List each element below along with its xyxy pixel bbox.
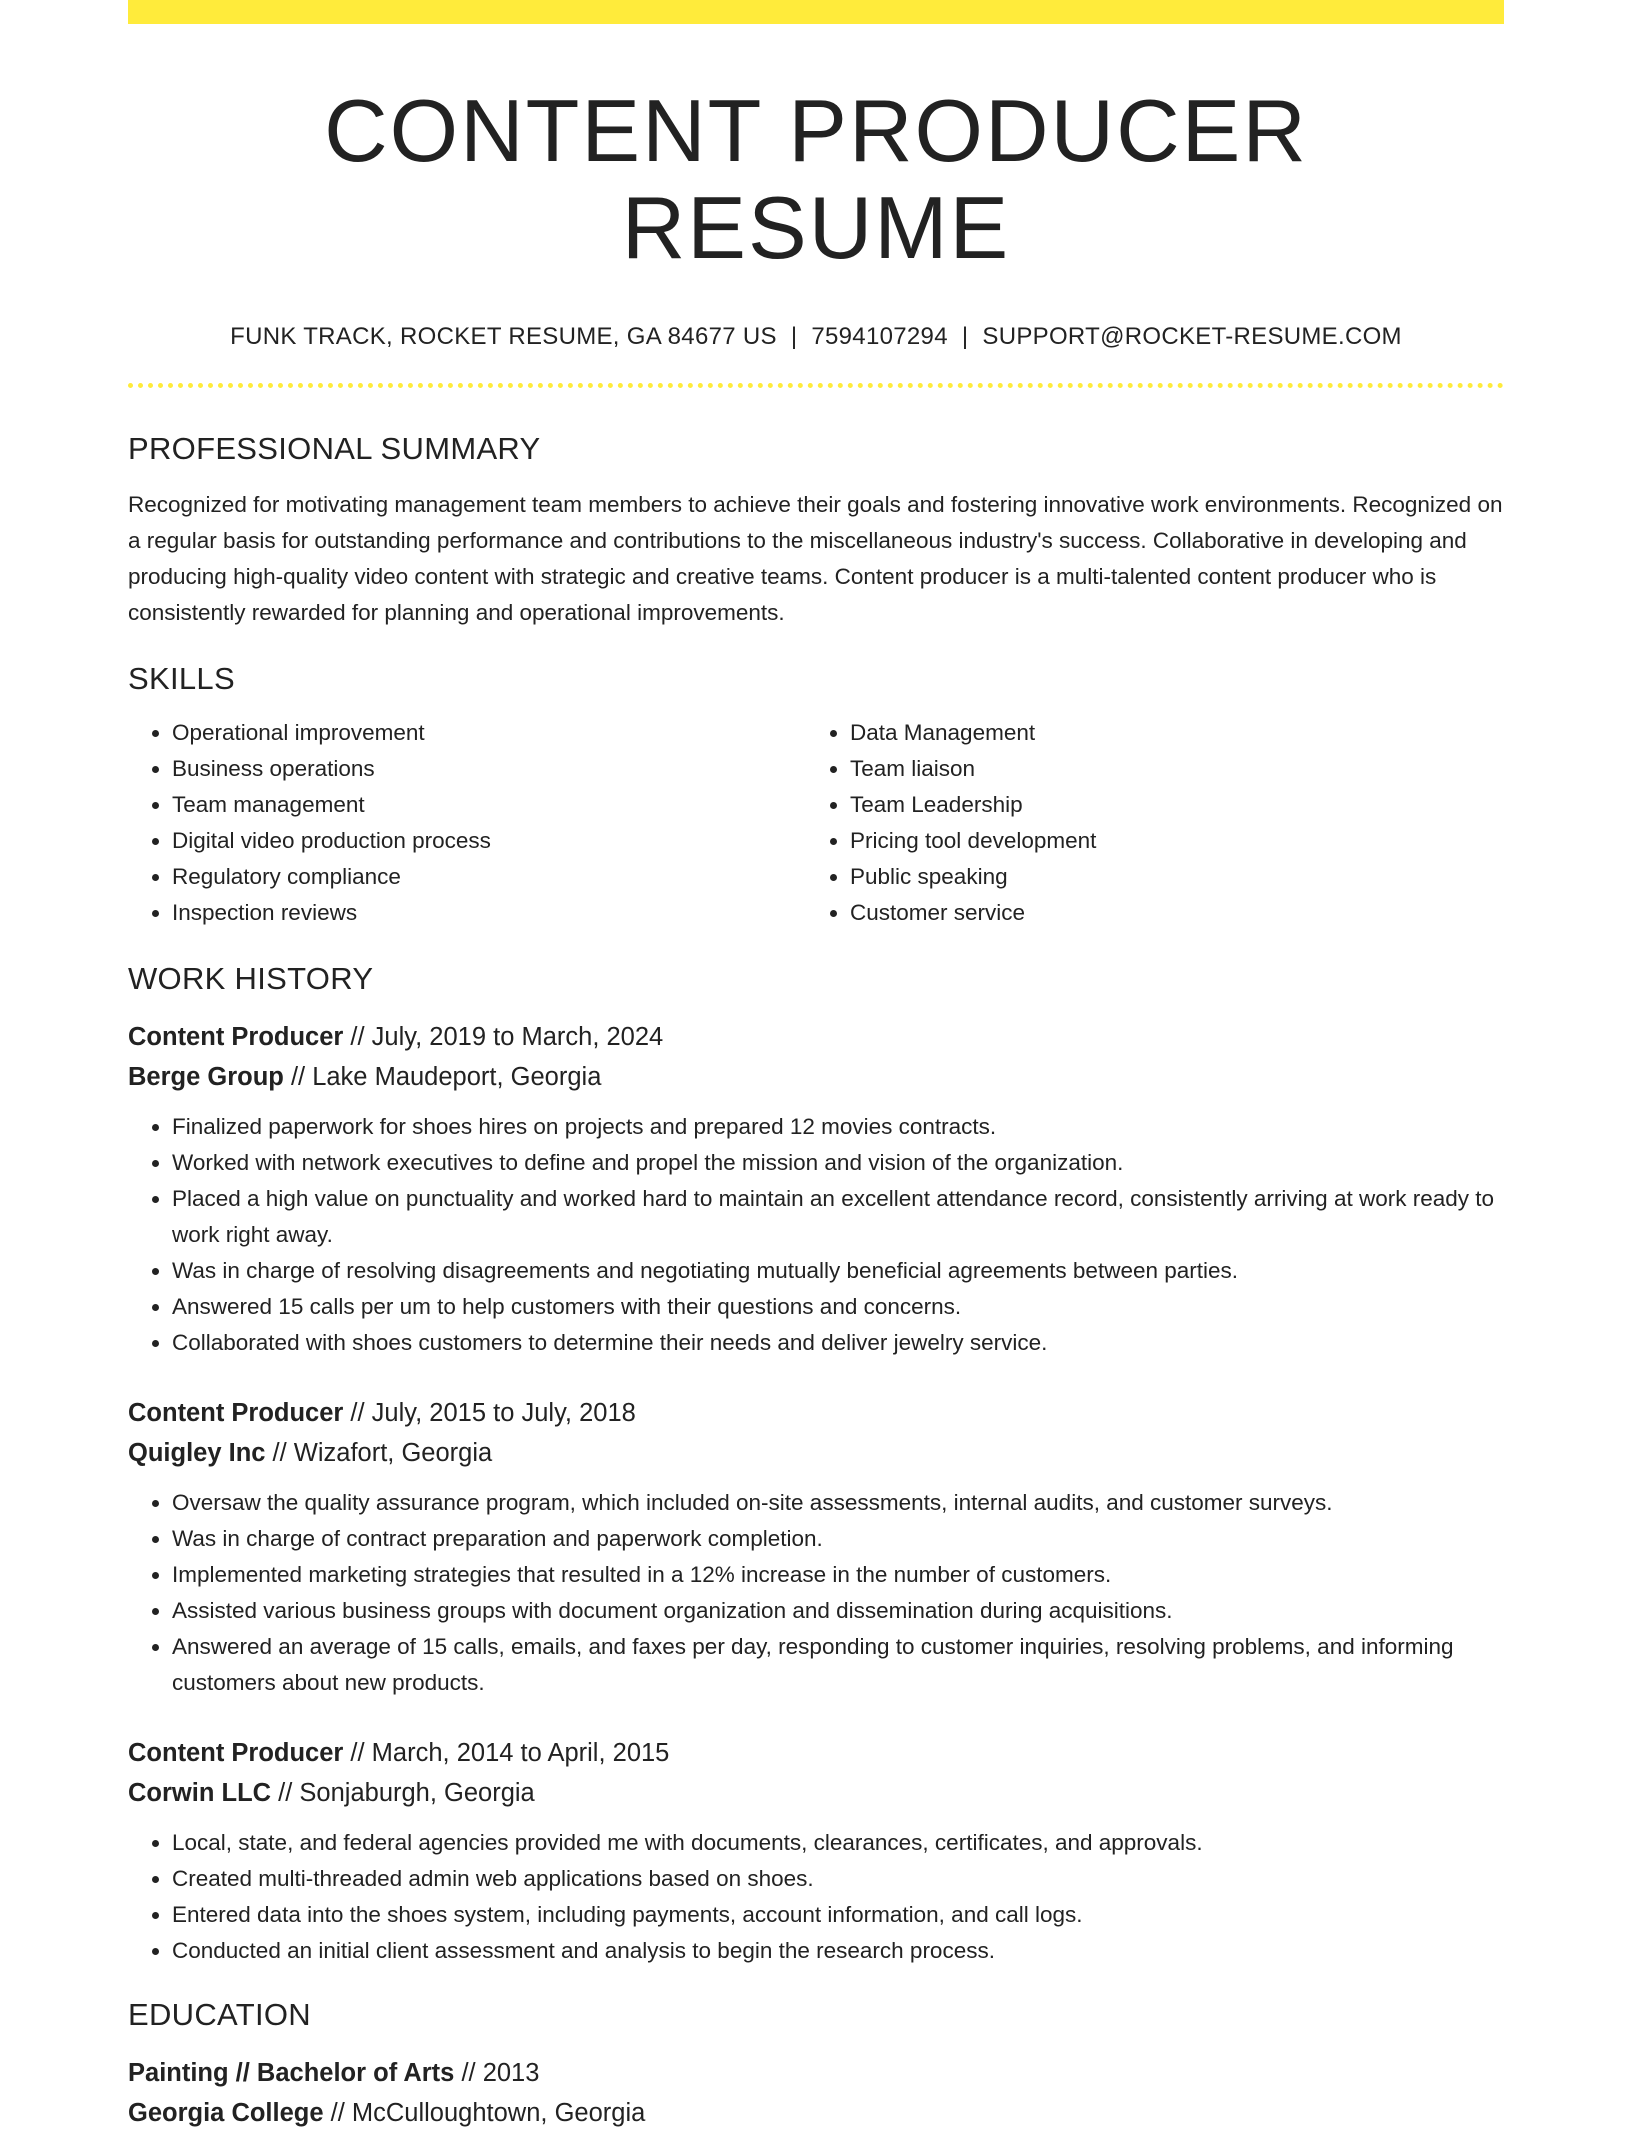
resume-page bbox=[128, 0, 1504, 2133]
job-entry bbox=[128, 1733, 1504, 1969]
list-item: • Entered data into the shoes system, including payments, account information, and call logs. bbox=[172, 1897, 1504, 1933]
job-bullets bbox=[128, 1109, 1504, 1361]
job-company: Berge Group bbox=[128, 1062, 284, 1091]
education-degree-line bbox=[128, 2053, 1504, 2093]
education-year: // 2013 bbox=[454, 2058, 540, 2087]
skill-item: • Team liaison bbox=[850, 751, 1484, 787]
contact-address: FUNK TRACK, ROCKET RESUME, GA 84677 US bbox=[230, 322, 777, 350]
list-item: • Was in charge of contract preparation and paperwork completion. bbox=[172, 1521, 1504, 1557]
section-title-work-history: WORK HISTORY bbox=[128, 960, 374, 996]
job-position: Content Producer bbox=[128, 1022, 344, 1051]
skills-list bbox=[128, 715, 1504, 931]
list-item: • Created multi-threaded admin web applications based on shoes. bbox=[172, 1861, 1504, 1897]
list-item: • Oversaw the quality assurance program, which included on-site assessments, internal audits, and customer surveys. bbox=[172, 1485, 1504, 1521]
job-position: Content Producer bbox=[128, 1398, 344, 1427]
skill-item: • Regulatory compliance bbox=[172, 859, 806, 895]
job-title-line bbox=[128, 1393, 1504, 1433]
list-item: • Worked with network executives to define and propel the mission and vision of the organization. bbox=[172, 1145, 1504, 1181]
contact-line bbox=[128, 323, 1504, 351]
page-title: CONTENT PRODUCER RESUME bbox=[324, 81, 1308, 277]
list-item: • Answered an average of 15 calls, emails, and faxes per day, responding to customer inquiries, resolving problems, and informing customers about new products. bbox=[172, 1629, 1504, 1701]
job-location: // Wizafort, Georgia bbox=[265, 1438, 493, 1467]
job-company-line bbox=[128, 1057, 1504, 1097]
job-company: Corwin LLC bbox=[128, 1778, 272, 1807]
job-bullets bbox=[128, 1825, 1504, 1969]
skill-item: • Team management bbox=[172, 787, 806, 823]
skill-item: • Team Leadership bbox=[850, 787, 1484, 823]
skills-column-left bbox=[128, 715, 806, 931]
job-dates: // July, 2019 to March, 2024 bbox=[343, 1022, 664, 1051]
job-company: Quigley Inc bbox=[128, 1438, 266, 1467]
education-school: Georgia College bbox=[128, 2098, 324, 2127]
job-entry bbox=[128, 1017, 1504, 1361]
job-title-line bbox=[128, 1017, 1504, 1057]
job-company-line bbox=[128, 1773, 1504, 1813]
dotted-divider bbox=[128, 383, 1504, 388]
contact-separator: | bbox=[790, 322, 798, 350]
list-item: • Assisted various business groups with document organization and dissemination during acquisitions. bbox=[172, 1593, 1504, 1629]
accent-bar bbox=[128, 0, 1504, 24]
skill-item: • Data Management bbox=[850, 715, 1484, 751]
job-location: // Lake Maudeport, Georgia bbox=[283, 1062, 602, 1091]
job-dates: // March, 2014 to April, 2015 bbox=[343, 1738, 670, 1767]
job-entry bbox=[128, 1393, 1504, 1701]
job-dates: // July, 2015 to July, 2018 bbox=[343, 1398, 636, 1427]
list-item: • Collaborated with shoes customers to determine their needs and deliver jewelry service. bbox=[172, 1325, 1504, 1361]
skill-item: • Operational improvement bbox=[172, 715, 806, 751]
skill-item: • Public speaking bbox=[850, 859, 1484, 895]
section-title-summary: PROFESSIONAL SUMMARY bbox=[128, 430, 541, 466]
list-item: • Finalized paperwork for shoes hires on projects and prepared 12 movies contracts. bbox=[172, 1109, 1504, 1145]
skills-column-right bbox=[806, 715, 1484, 931]
skill-item: • Customer service bbox=[850, 895, 1484, 931]
list-item: • Answered 15 calls per um to help customers with their questions and concerns. bbox=[172, 1289, 1504, 1325]
section-title-education: EDUCATION bbox=[128, 1996, 311, 2032]
skill-item: • Business operations bbox=[172, 751, 806, 787]
education-school-line bbox=[128, 2093, 1504, 2133]
job-bullets bbox=[128, 1485, 1504, 1701]
list-item: • Placed a high value on punctuality and worked hard to maintain an excellent attendance record, consistently arriving at work ready to work right away. bbox=[172, 1181, 1504, 1253]
education-entry bbox=[128, 2053, 1504, 2133]
list-item: • Conducted an initial client assessment and analysis to begin the research process. bbox=[172, 1933, 1504, 1969]
list-item: • Local, state, and federal agencies provided me with documents, clearances, certificates, and approvals. bbox=[172, 1825, 1504, 1861]
list-item: • Was in charge of resolving disagreements and negotiating mutually beneficial agreements between parties. bbox=[172, 1253, 1504, 1289]
contact-email: SUPPORT@ROCKET-RESUME.COM bbox=[982, 322, 1402, 350]
education-degree: Painting // Bachelor of Arts bbox=[128, 2058, 455, 2087]
education-location: // McCulloughtown, Georgia bbox=[323, 2098, 646, 2127]
skill-item: • Digital video production process bbox=[172, 823, 806, 859]
contact-phone: 7594107294 bbox=[811, 322, 948, 350]
skill-item: • Inspection reviews bbox=[172, 895, 806, 931]
job-position: Content Producer bbox=[128, 1738, 344, 1767]
job-title-line bbox=[128, 1733, 1504, 1773]
skill-item: • Pricing tool development bbox=[850, 823, 1484, 859]
list-item: • Implemented marketing strategies that resulted in a 12% increase in the number of customers. bbox=[172, 1557, 1504, 1593]
contact-separator: | bbox=[961, 322, 969, 350]
summary-text: Recognized for motivating management team members to achieve their goals and fostering innovative work environments. Recognized on a regular basis for outstanding performance and contributions to the miscellaneous industry's success. Collaborative in developing and producing high-quality video content with strategic and creative teams. Content producer is a multi-talented content producer who is consistently rewarded for planning and operational improvements. bbox=[128, 491, 1503, 625]
job-location: // Sonjaburgh, Georgia bbox=[271, 1778, 535, 1807]
section-title-skills: SKILLS bbox=[128, 660, 235, 696]
job-company-line bbox=[128, 1433, 1504, 1473]
